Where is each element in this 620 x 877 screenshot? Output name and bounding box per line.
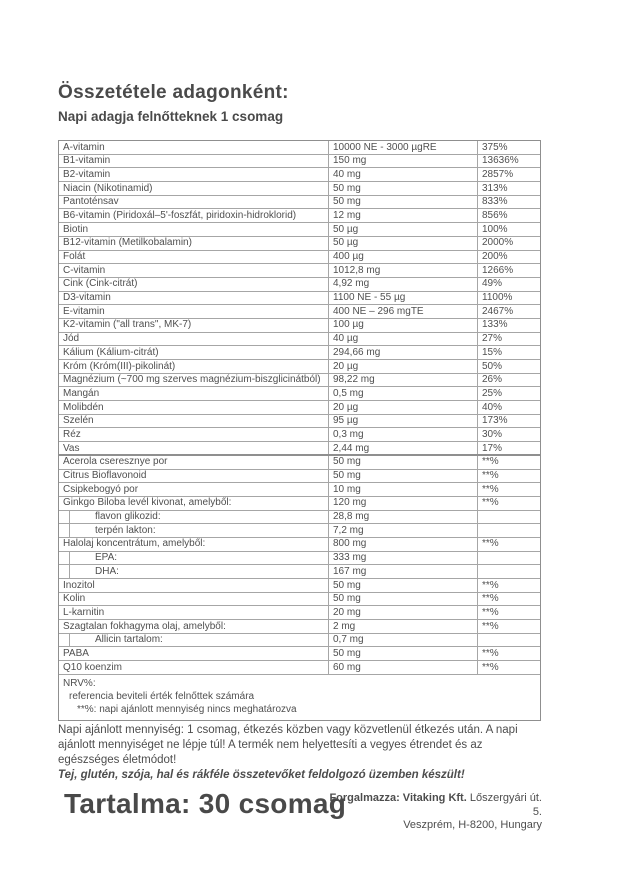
cell-amount: 0,3 mg bbox=[328, 428, 477, 441]
table-row bbox=[59, 209, 540, 223]
cell-name: D3-vitamin bbox=[63, 292, 111, 304]
table-row bbox=[59, 661, 540, 675]
cell-nrv: 40% bbox=[477, 401, 540, 414]
table-row bbox=[59, 524, 540, 538]
cell-name: terpén lakton: bbox=[59, 524, 328, 537]
cell-nrv: **% bbox=[477, 497, 540, 510]
cell-amount: 20 mg bbox=[328, 606, 477, 619]
cell-amount: 167 mg bbox=[328, 565, 477, 578]
cell-name: Pantoténsav bbox=[63, 196, 119, 208]
cell-name: Réz bbox=[63, 428, 81, 440]
table-row bbox=[59, 155, 540, 169]
cell-name: flavon glikozid: bbox=[59, 511, 328, 524]
footnote-line: referencia beviteli érték felnőttek számára bbox=[69, 690, 255, 702]
cell-name: Kolin bbox=[63, 593, 86, 605]
cell-amount: 0,5 mg bbox=[328, 387, 477, 400]
cell-name: Szelén bbox=[63, 415, 94, 427]
table-row bbox=[59, 223, 540, 237]
cell-name: DHA: bbox=[59, 565, 328, 578]
cell-amount: 60 mg bbox=[328, 661, 477, 674]
cell-amount: 2 mg bbox=[328, 620, 477, 633]
cell-nrv: 50% bbox=[477, 360, 540, 373]
cell-nrv: 2857% bbox=[477, 168, 540, 181]
cell-amount: 20 µg bbox=[328, 401, 477, 414]
table-row bbox=[59, 387, 540, 401]
cell-nrv: 13636% bbox=[477, 155, 540, 168]
table-row bbox=[59, 620, 540, 634]
cell-amount: 800 mg bbox=[328, 538, 477, 551]
table-row bbox=[59, 196, 540, 210]
cell-name: B12-vitamin (Metilkobalamin) bbox=[63, 237, 192, 249]
cell-amount: 4,92 mg bbox=[328, 278, 477, 291]
table-row bbox=[59, 565, 540, 579]
cell-nrv: **% bbox=[477, 620, 540, 633]
dosage-text: Napi ajánlott mennyiség: 1 csomag, étkezés közben vagy közvetlenül étkezés után. A napi ajánlott mennyiséget ne lépje túl! A termék nem helyettesíti a vegyes étrendet és az egészséges életmódot! bbox=[58, 724, 518, 766]
cell-nrv: 27% bbox=[477, 333, 540, 346]
table-row bbox=[59, 251, 540, 265]
cell-name: Folát bbox=[63, 251, 86, 262]
cell-nrv: 2000% bbox=[477, 237, 540, 250]
page-subtitle: Napi adagja felnőtteknek 1 csomag bbox=[58, 109, 284, 124]
cell-name: Niacin (Nikotinamid) bbox=[63, 182, 153, 194]
cell-name: Q10 koenzim bbox=[63, 661, 122, 673]
cell-name: Króm (Króm(III)-pikolinát) bbox=[63, 360, 176, 372]
cell-name: C-vitamin bbox=[63, 264, 106, 276]
table-row bbox=[59, 264, 540, 278]
cell-amount: 7,2 mg bbox=[328, 524, 477, 537]
table-row bbox=[59, 168, 540, 182]
table-row bbox=[59, 511, 540, 525]
page-title: Összetétele adagonként: bbox=[58, 82, 289, 103]
cell-nrv: **% bbox=[477, 647, 540, 660]
table-row bbox=[59, 428, 540, 442]
cell-nrv: 856% bbox=[477, 209, 540, 222]
cell-amount: 1012,8 mg bbox=[328, 264, 477, 277]
distributor-line1 bbox=[320, 792, 542, 819]
cell-name: Halolaj koncentrátum, amelyből: bbox=[63, 538, 206, 550]
cell-amount: 400 NE – 296 mgTE bbox=[328, 305, 477, 318]
package-contents: Tartalma: 30 csomag bbox=[64, 788, 347, 819]
cell-nrv: 100% bbox=[477, 223, 540, 236]
table-row bbox=[59, 360, 540, 374]
table-row bbox=[59, 141, 540, 155]
table-row bbox=[59, 579, 540, 593]
usage-notes bbox=[58, 723, 526, 783]
cell-nrv: **% bbox=[477, 593, 540, 606]
cell-nrv: 173% bbox=[477, 415, 540, 428]
table-row bbox=[59, 401, 540, 415]
cell-amount: 50 mg bbox=[328, 196, 477, 209]
table-row bbox=[59, 237, 540, 251]
cell-nrv: 49% bbox=[477, 278, 540, 291]
table-row bbox=[59, 470, 540, 484]
cell-amount: 10 mg bbox=[328, 483, 477, 496]
table-row bbox=[59, 606, 540, 620]
cell-nrv: 15% bbox=[477, 346, 540, 359]
cell-amount: 0,7 mg bbox=[328, 634, 477, 647]
cell-name: B6-vitamin (Piridoxál–5'-foszfát, piridoxin-hidroklorid) bbox=[63, 209, 297, 221]
cell-nrv bbox=[477, 552, 540, 565]
table-row bbox=[59, 333, 540, 347]
table-row bbox=[59, 456, 540, 470]
cell-name: Ginkgo Biloba levél kivonat, amelyből: bbox=[63, 497, 232, 509]
cell-name: K2-vitamin ("all trans", MK-7) bbox=[63, 319, 192, 331]
table-row bbox=[59, 319, 540, 333]
cell-nrv: **% bbox=[477, 456, 540, 469]
cell-name: Mangán bbox=[63, 387, 100, 399]
cell-name: Biotin bbox=[63, 223, 89, 235]
cell-nrv: 133% bbox=[477, 319, 540, 332]
cell-nrv: 375% bbox=[477, 141, 540, 154]
distributor-block bbox=[320, 792, 542, 833]
table-row bbox=[59, 305, 540, 319]
cell-amount: 40 µg bbox=[328, 333, 477, 346]
table-row bbox=[59, 415, 540, 429]
cell-nrv: 2467% bbox=[477, 305, 540, 318]
cell-nrv: **% bbox=[477, 579, 540, 592]
cell-name: Molibdén bbox=[63, 401, 104, 413]
table-row bbox=[59, 346, 540, 360]
cell-amount: 120 mg bbox=[328, 497, 477, 510]
table-row bbox=[59, 634, 540, 648]
table-row bbox=[59, 483, 540, 497]
cell-name: B1-vitamin bbox=[63, 155, 111, 167]
cell-amount: 10000 NE - 3000 µgRE bbox=[328, 141, 477, 154]
cell-amount: 50 mg bbox=[328, 579, 477, 592]
cell-nrv: 26% bbox=[477, 374, 540, 387]
cell-nrv: **% bbox=[477, 470, 540, 483]
cell-amount: 50 mg bbox=[328, 647, 477, 660]
cell-name: Csipkebogyó por bbox=[63, 483, 139, 495]
cell-nrv bbox=[477, 524, 540, 537]
cell-amount: 1100 NE - 55 µg bbox=[328, 292, 477, 305]
table-row bbox=[59, 278, 540, 292]
table-footnote bbox=[59, 675, 540, 720]
cell-amount: 20 µg bbox=[328, 360, 477, 373]
cell-amount: 50 µg bbox=[328, 223, 477, 236]
cell-amount: 150 mg bbox=[328, 155, 477, 168]
cell-name: Vas bbox=[63, 442, 80, 454]
cell-name: EPA: bbox=[59, 552, 328, 565]
cell-name: A-vitamin bbox=[63, 141, 105, 153]
distributor-line2: Veszprém, H-8200, Hungary bbox=[403, 819, 542, 831]
table-row bbox=[59, 647, 540, 661]
cell-nrv: 25% bbox=[477, 387, 540, 400]
table-row bbox=[59, 292, 540, 306]
cell-nrv: **% bbox=[477, 661, 540, 674]
allergen-text: Tej, glutén, szója, hal és rákféle összetevőket feldolgozó üzemben készült! bbox=[58, 769, 465, 781]
cell-nrv: 1100% bbox=[477, 292, 540, 305]
cell-name: E-vitamin bbox=[63, 305, 105, 317]
cell-name: Magnézium (~700 mg szerves magnézium-biszglicinátból) bbox=[63, 374, 321, 386]
cell-amount: 98,22 mg bbox=[328, 374, 477, 387]
cell-name: Kálium (Kálium-citrát) bbox=[63, 346, 159, 358]
cell-nrv bbox=[477, 634, 540, 647]
distributor-street: Lőszergyári út. 5. bbox=[469, 792, 542, 818]
table-row bbox=[59, 538, 540, 552]
cell-amount: 50 mg bbox=[328, 470, 477, 483]
table-row bbox=[59, 442, 540, 456]
cell-nrv: **% bbox=[477, 483, 540, 496]
cell-nrv: 17% bbox=[477, 442, 540, 454]
footnote-line: **%: napi ajánlott mennyiség nincs meghatározva bbox=[77, 703, 297, 715]
cell-name: Allicin tartalom: bbox=[59, 634, 328, 647]
cell-name: Citrus Bioflavonoid bbox=[63, 470, 147, 481]
cell-name: Inozitol bbox=[63, 579, 95, 591]
cell-amount: 50 µg bbox=[328, 237, 477, 250]
table-row bbox=[59, 497, 540, 511]
cell-amount: 294,66 mg bbox=[328, 346, 477, 359]
cell-amount: 12 mg bbox=[328, 209, 477, 222]
cell-nrv bbox=[477, 565, 540, 578]
cell-amount: 100 µg bbox=[328, 319, 477, 332]
cell-amount: 50 mg bbox=[328, 182, 477, 195]
cell-name: L-karnitin bbox=[63, 606, 105, 618]
ingredients-table bbox=[58, 140, 541, 721]
ingredients-table-body bbox=[59, 141, 540, 675]
cell-nrv: 200% bbox=[477, 251, 540, 264]
cell-nrv: **% bbox=[477, 606, 540, 619]
cell-amount: 95 µg bbox=[328, 415, 477, 428]
cell-name: PABA bbox=[63, 647, 89, 659]
cell-amount: 40 mg bbox=[328, 168, 477, 181]
cell-nrv: 313% bbox=[477, 182, 540, 195]
cell-amount: 50 mg bbox=[328, 593, 477, 606]
cell-nrv: **% bbox=[477, 538, 540, 551]
table-row bbox=[59, 182, 540, 196]
cell-nrv: 833% bbox=[477, 196, 540, 209]
cell-name: Cink (Cink-citrát) bbox=[63, 278, 138, 290]
distributor-name: Forgalmazza: Vitaking Kft. bbox=[329, 792, 467, 804]
table-row bbox=[59, 552, 540, 566]
cell-amount: 333 mg bbox=[328, 552, 477, 565]
table-row bbox=[59, 593, 540, 607]
cell-amount: 2,44 mg bbox=[328, 442, 477, 454]
cell-nrv: 30% bbox=[477, 428, 540, 441]
footnote-line: NRV%: bbox=[63, 677, 96, 689]
cell-name: B2-vitamin bbox=[63, 168, 111, 180]
cell-name: Acerola cseresznye por bbox=[63, 456, 168, 468]
cell-amount: 50 mg bbox=[328, 456, 477, 469]
cell-amount: 400 µg bbox=[328, 251, 477, 264]
cell-nrv bbox=[477, 511, 540, 524]
cell-nrv: 1266% bbox=[477, 264, 540, 277]
cell-amount: 28,8 mg bbox=[328, 511, 477, 524]
cell-name: Szagtalan fokhagyma olaj, amelyből: bbox=[63, 620, 226, 632]
cell-name: Jód bbox=[63, 333, 80, 345]
table-row bbox=[59, 374, 540, 388]
